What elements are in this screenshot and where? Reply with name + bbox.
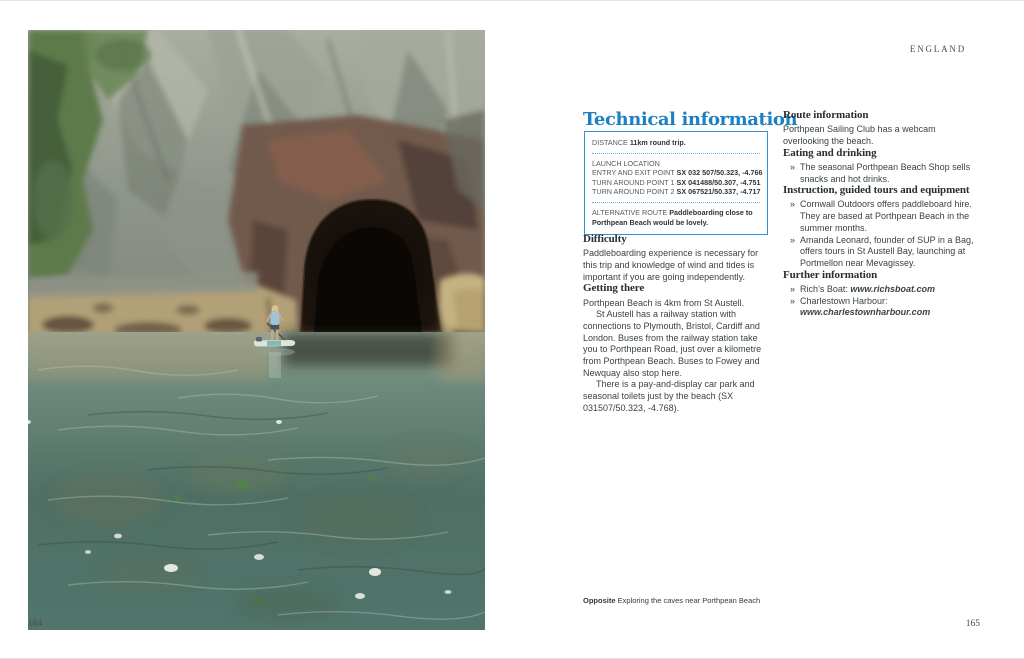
turnaround-2-label: TURN AROUND POINT 2 (592, 187, 677, 197)
richsboat-url: www.richsboat.com (850, 283, 936, 294)
photo-caption (583, 596, 843, 605)
info-row-distance (592, 138, 760, 148)
info-row-turnaround-2 (592, 187, 760, 197)
info-row-turnaround-1 (592, 178, 760, 188)
eating-bullet-1 (783, 162, 983, 185)
article-title: Technical information (583, 109, 798, 131)
charlestownharbour-url: www.charlestownharbour.com (800, 307, 931, 318)
further-info-link-1 (783, 284, 983, 296)
cave-photo (28, 30, 485, 630)
heading-eating-drinking: Eating and drinking (783, 146, 877, 159)
bullet-marker: » (790, 161, 796, 172)
further-info-link-2 (783, 296, 983, 319)
getting-there-p1: Porthpean Beach is 4km from St Austell. (583, 297, 745, 308)
page-number-right: 165 (965, 619, 980, 629)
info-row-entry-exit (592, 168, 763, 178)
instruction-bullet-2 (783, 235, 983, 270)
dotted-separator (592, 153, 760, 154)
getting-there-p3: There is a pay-and-display car park and seasonal toilets just by the beach (SX 031507/50.323, -4.768). (583, 379, 755, 413)
distance-label: DISTANCE (592, 138, 630, 147)
heading-further-information: Further information (783, 268, 878, 281)
getting-there-p2: St Austell has a railway station with connections to Plymouth, Bristol, Cardiff and London. Buses from the railway station take you to Porthpean Road, just over a kilometre from Porthpean Beach. Buses to Fowey and Newquay also stop here. (583, 309, 762, 378)
difficulty-body: Paddleboarding experience is necessary for this trip and knowledge of wind and tides is important if you are going independently. (583, 248, 759, 282)
dotted-separator (592, 202, 760, 203)
column-left (583, 234, 773, 415)
page-number-left: 164 (28, 619, 43, 629)
bullet-marker: » (790, 199, 796, 210)
eating-bullet-1-text: The seasonal Porthpean Beach Shop sells snacks and hot drinks. (800, 161, 971, 184)
entry-exit-value: SX 032 507/50.323, -4.766 (676, 168, 763, 178)
distance-value: 11km round trip. (629, 138, 686, 147)
instruction-bullet-2-text: Amanda Leonard, founder of SUP in a Bag, offers tours in St Austell Bay, launching at Portmellon near Mevagissey. (800, 234, 974, 268)
kicker-england: ENGLAND (909, 44, 966, 54)
technical-info-box (584, 131, 768, 235)
caption-text: Exploring the caves near Porthpean Beach (615, 596, 761, 605)
column-right (783, 110, 983, 319)
info-row-alternative-route (592, 208, 760, 227)
turnaround-2-value: SX 067521/50.337, -4.717 (676, 187, 761, 197)
link-2-prefix: Charlestown Harbour: (800, 295, 888, 306)
turnaround-1-label: TURN AROUND POINT 1 (592, 177, 677, 187)
bullet-marker: » (790, 234, 796, 245)
alternative-route-value: Paddleboarding close to Porthpean Beach would be lovely. (592, 207, 753, 227)
route-information-body: Porthpean Sailing Club has a webcam overlooking the beach. (783, 124, 936, 146)
bullet-marker: » (790, 283, 796, 294)
bullet-marker: » (790, 295, 796, 306)
info-row-launch-location (592, 159, 760, 169)
instruction-bullet-1-text: Cornwall Outdoors offers paddleboard hire. They are based at Porthpean Beach in the summer months. (800, 199, 972, 233)
turnaround-1-value: SX 041488/50.307, -4.751 (676, 177, 761, 187)
heading-route-information: Route information (783, 109, 869, 121)
heading-difficulty: Difficulty (583, 233, 627, 245)
alternative-route-label: ALTERNATIVE ROUTE (592, 207, 670, 217)
entry-exit-label: ENTRY AND EXIT POINT (592, 168, 677, 178)
launch-location-label: LAUNCH LOCATION (592, 158, 660, 168)
cave-photo-illustration (28, 30, 485, 630)
heading-instruction: Instruction, guided tours and equipment (783, 184, 970, 197)
page-edge-top (0, 0, 1024, 1)
caption-label: Opposite (583, 596, 616, 605)
link-1-prefix: Rich’s Boat: (800, 283, 851, 294)
instruction-bullet-1 (783, 199, 983, 234)
heading-getting-there: Getting there (583, 282, 645, 295)
